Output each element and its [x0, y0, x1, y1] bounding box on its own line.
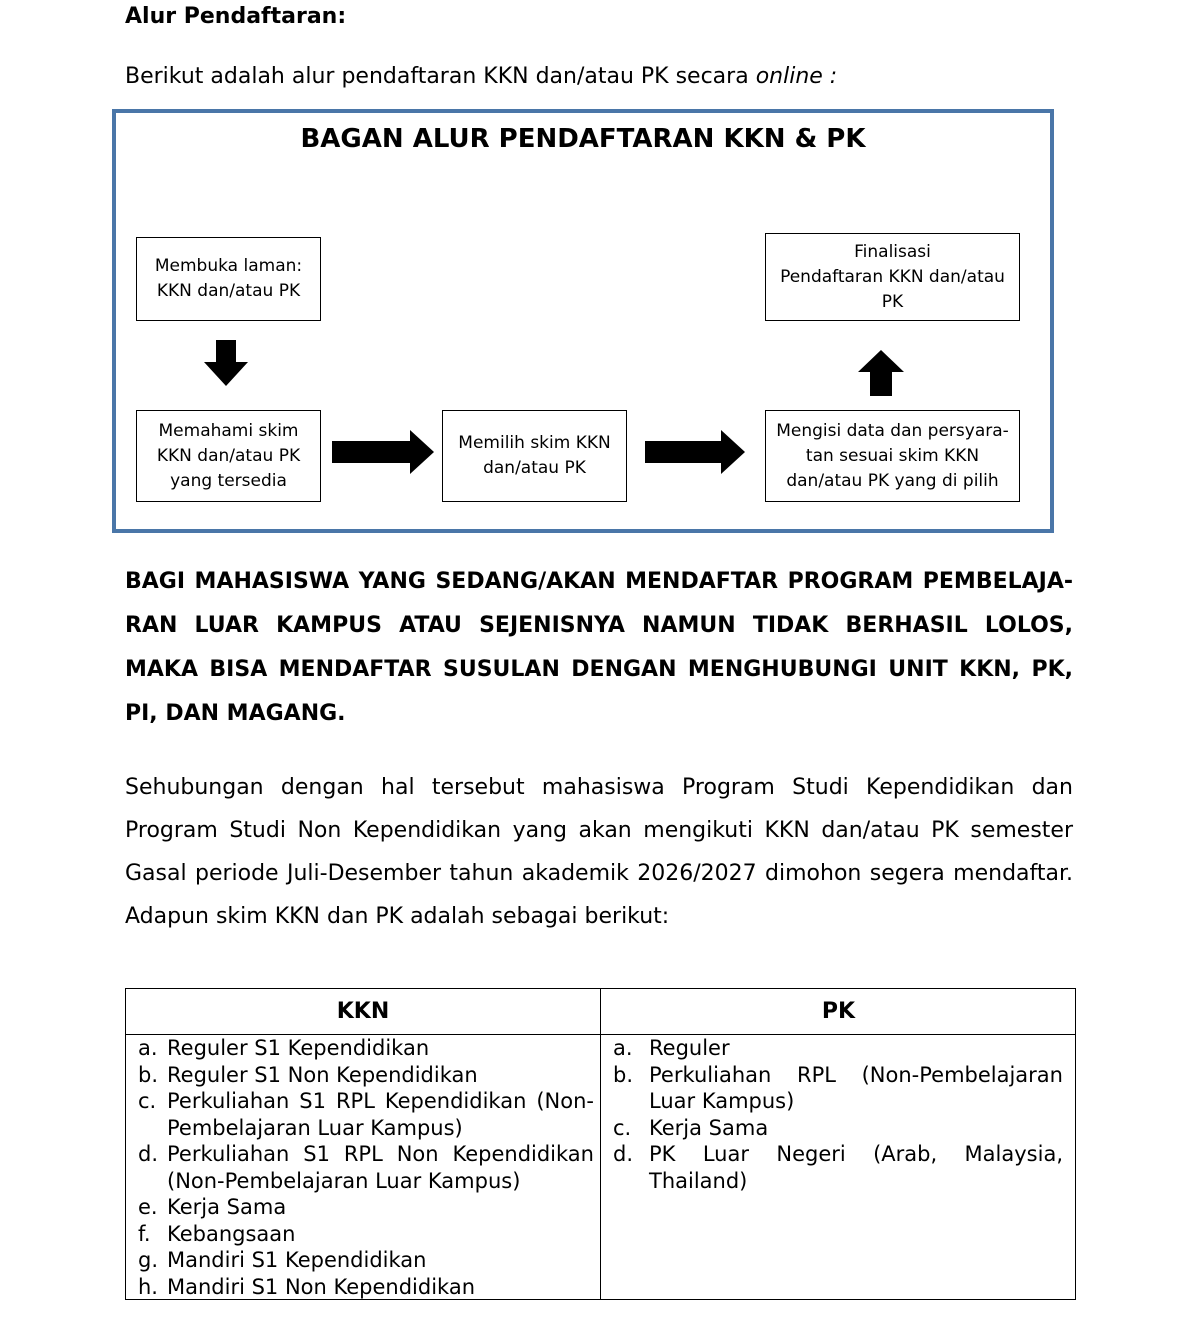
flow-step-understand-scheme — [136, 410, 321, 502]
kkn-scheme-list — [138, 1035, 594, 1300]
list-item-text: Reguler S1 Kependidikan — [167, 1036, 430, 1060]
list-item-text: Perkuliahan RPL (Non-Pembelajaran Luar Kampus) — [649, 1062, 1063, 1113]
list-marker: g. — [138, 1248, 159, 1272]
list-item — [138, 1194, 594, 1221]
flow-step-choose-scheme-label: Memilih skim KKN dan/atau PK — [458, 433, 611, 478]
flow-step-finalize-label: Finalisasi Pendaftaran KKN dan/atau PK — [780, 241, 1005, 312]
list-marker: f. — [138, 1221, 151, 1246]
intro-text — [125, 64, 837, 89]
arrow-down-icon — [202, 340, 250, 388]
pk-scheme-list — [613, 1035, 1063, 1194]
flow-step-open-page-label: Membuka laman: KKN dan/atau PK — [154, 256, 303, 301]
list-marker: c. — [613, 1115, 632, 1140]
list-marker: d. — [613, 1142, 634, 1166]
arrow-right-icon — [643, 428, 747, 476]
list-marker: b. — [138, 1062, 159, 1087]
intro-text-emphasis: online : — [755, 64, 838, 89]
list-item-text: Perkuliahan S1 RPL Non Kependidikan (Non-Pembelajaran Luar Kampus) — [167, 1142, 594, 1193]
section-heading: Alur Pendaftaran: — [125, 4, 347, 29]
flow-step-fill-data-label: Mengisi data dan persyara- tan sesuai skim KKN dan/atau PK yang di pilih — [776, 420, 1009, 491]
list-item-text: Reguler — [649, 1036, 730, 1060]
list-item — [138, 1274, 594, 1301]
list-item — [138, 1247, 594, 1274]
list-item-text: Perkuliahan S1 RPL Kependidikan (Non-Pembelajaran Luar Kampus) — [167, 1089, 594, 1140]
list-item-text: Kerja Sama — [649, 1115, 769, 1140]
intro-text-main: Berikut adalah alur pendaftaran KKN dan/atau PK secara — [125, 64, 756, 89]
list-item — [138, 1088, 594, 1141]
list-item — [138, 1221, 594, 1248]
list-item — [613, 1141, 1063, 1194]
list-marker: h. — [138, 1274, 158, 1299]
list-marker: c. — [138, 1089, 157, 1113]
list-marker: a. — [138, 1036, 158, 1060]
flow-step-open-page — [136, 237, 321, 321]
list-item-text: Mandiri S1 Non Kependidikan — [167, 1274, 476, 1299]
list-marker: d. — [138, 1142, 159, 1166]
list-item — [613, 1062, 1063, 1115]
list-marker: b. — [613, 1062, 634, 1087]
flow-step-understand-scheme-label: Memahami skim KKN dan/atau PK yang tersedia — [156, 420, 301, 491]
list-item-text: Reguler S1 Non Kependidikan — [167, 1062, 478, 1087]
list-item — [138, 1035, 594, 1062]
body-paragraph: Sehubungan dengan hal tersebut mahasiswa Program Studi Kependidikan dan Program Studi Non Kependidikan yang akan mengikuti KKN dan/atau PK semester Gasal periode Juli-Desember tahun akademik 2026/2027 dimohon segera mendaftar. Adapun skim KKN dan PK adalah sebagai berikut: — [125, 775, 1073, 929]
list-marker: a. — [613, 1036, 633, 1060]
arrow-right-icon — [330, 428, 436, 476]
scheme-table — [125, 988, 1076, 1300]
list-item — [613, 1035, 1063, 1062]
flow-step-choose-scheme — [442, 410, 627, 502]
list-item-text: Mandiri S1 Kependidikan — [167, 1248, 427, 1272]
list-item — [613, 1115, 1063, 1142]
flowchart-title: BAGAN ALUR PENDAFTARAN KKN & PK — [300, 124, 866, 154]
list-item — [138, 1062, 594, 1089]
arrow-up-icon — [856, 348, 906, 398]
list-item — [138, 1141, 594, 1194]
flow-step-fill-data — [765, 410, 1020, 502]
list-item-text: Kebangsaan — [167, 1221, 296, 1246]
table-header-pk: PK — [821, 999, 856, 1024]
flow-step-finalize — [765, 233, 1020, 321]
list-item-text: PK Luar Negeri (Arab, Malaysia, Thailand) — [649, 1142, 1063, 1193]
notice-text: BAGI MAHASISWA YANG SEDANG/AKAN MENDAFTAR PROGRAM PEMBELAJA-RAN LUAR KAMPUS ATAU SEJENISNYA NAMUN TIDAK BERHASIL LOLOS, MAKA BISA MENDAFTAR SUSULAN DENGAN MENGHUBUNGI UNIT KKN, PK, PI, DAN MAGANG. — [125, 569, 1073, 726]
list-marker: e. — [138, 1195, 158, 1219]
table-header-kkn: KKN — [336, 999, 390, 1024]
list-item-text: Kerja Sama — [167, 1195, 287, 1219]
